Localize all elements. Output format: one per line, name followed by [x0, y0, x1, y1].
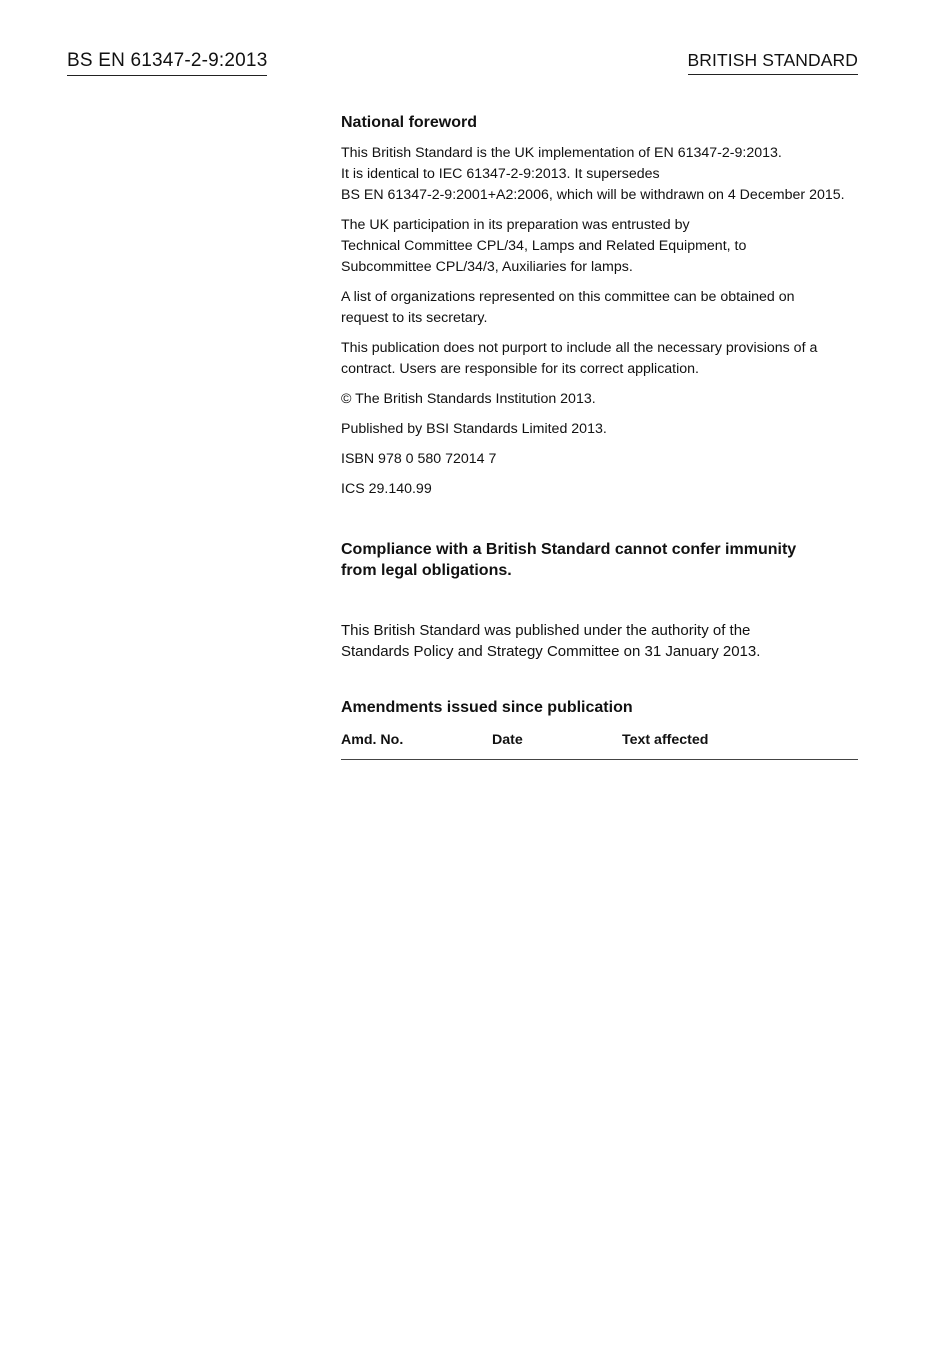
paragraph-line: This British Standard is the UK implementation of EN 61347-2-9:2013.: [341, 145, 782, 161]
paragraph-line: This publication does not purport to include all the necessary provisions of a: [341, 340, 818, 356]
ics-line: ICS 29.140.99: [341, 481, 432, 497]
authority-line: This British Standard was published under the authority of the: [341, 622, 751, 639]
compliance-notice: [341, 539, 886, 581]
foreword-title: National foreword: [341, 114, 478, 131]
implementation-paragraph: [341, 143, 886, 206]
column-header-text-affected: Text affected: [622, 732, 709, 748]
organizations-paragraph: [341, 287, 886, 329]
paragraph-line: The UK participation in its preparation was entrusted by: [341, 217, 690, 233]
authority-statement: [341, 620, 886, 662]
compliance-line: Compliance with a British Standard cannot confer immunity: [341, 541, 797, 558]
authority-line: Standards Policy and Strategy Committee on 31 January 2013.: [341, 643, 761, 660]
standard-type-label: BRITISH STANDARD: [688, 50, 858, 75]
copyright-line: © The British Standards Institution 2013.: [341, 391, 596, 407]
column-header-date: Date: [492, 732, 523, 748]
paragraph-line: BS EN 61347-2-9:2001+A2:2006, which will be withdrawn on 4 December 2015.: [341, 187, 845, 203]
paragraph-line: contract. Users are responsible for its correct application.: [341, 361, 699, 377]
paragraph-line: request to its secretary.: [341, 310, 488, 326]
amendments-title: Amendments issued since publication: [341, 699, 633, 716]
paragraph-line: Subcommittee CPL/34/3, Auxiliaries for lamps.: [341, 259, 633, 275]
column-header-amd-no: Amd. No.: [341, 732, 404, 748]
amendments-table-header: [341, 732, 858, 760]
paragraph-line: Technical Committee CPL/34, Lamps and Related Equipment, to: [341, 238, 747, 254]
paragraph-line: A list of organizations represented on this committee can be obtained on: [341, 289, 795, 305]
document-number: BS EN 61347-2-9:2013: [67, 50, 267, 76]
national-foreword-section: [341, 114, 886, 760]
paragraph-line: It is identical to IEC 61347-2-9:2013. It supersedes: [341, 166, 660, 182]
isbn-line: ISBN 978 0 580 72014 7: [341, 451, 497, 467]
participation-paragraph: [341, 215, 886, 278]
compliance-line: from legal obligations.: [341, 562, 512, 579]
publisher-line: Published by BSI Standards Limited 2013.: [341, 421, 607, 437]
provisions-paragraph: [341, 338, 886, 380]
